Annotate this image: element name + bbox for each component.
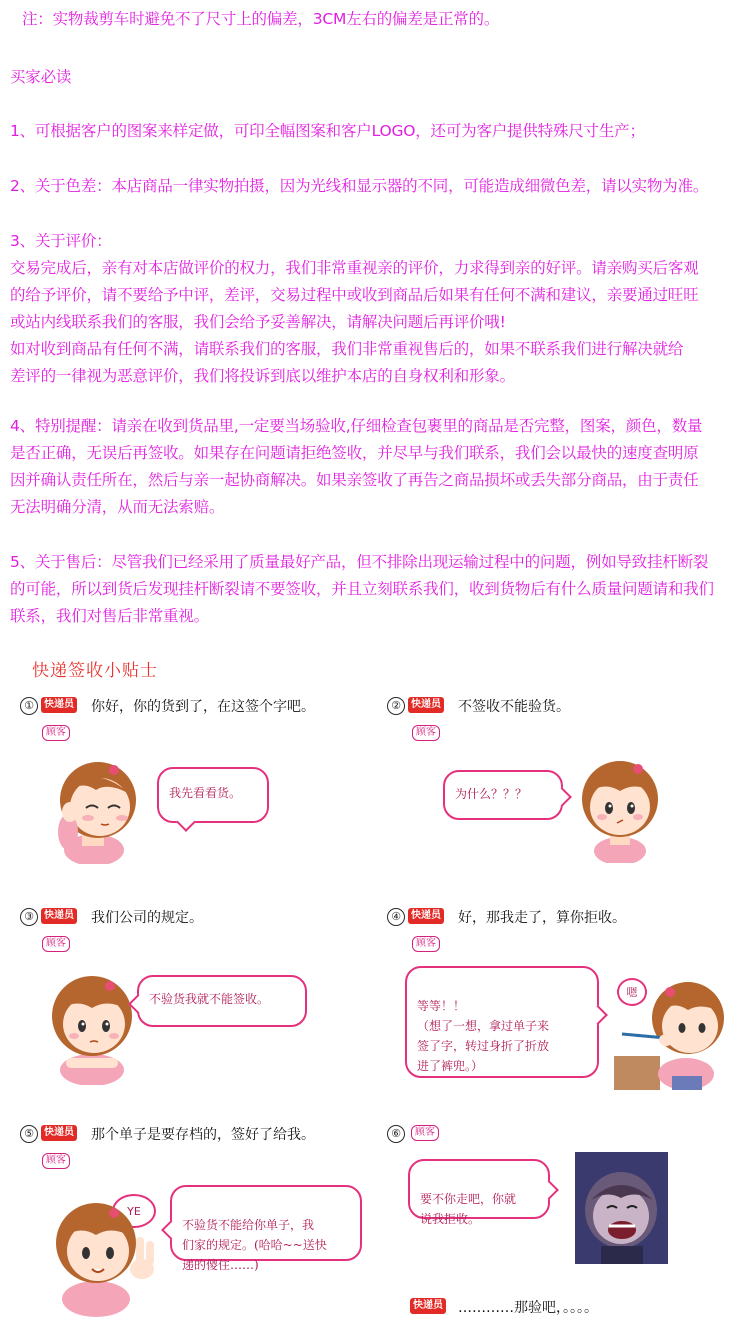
item1-text: 1、可根据客户的图案来样定做，可印全幅图案和客户LOGO，还可为客户提供特殊尺寸生产；	[10, 122, 645, 140]
girl-thinking-with-pen-icon	[612, 972, 728, 1090]
customer-tag: 顾客	[42, 936, 70, 952]
girl-victory-sign-icon	[38, 1185, 164, 1317]
courier-shocked-dark-panel-icon	[575, 1152, 668, 1264]
item3-line: 的给予评价，请不要给予中评，差评，交易过程中或收到商品后如果有任何不满和建议，亲要通过旺旺	[10, 286, 699, 304]
step-2-number: ②	[387, 697, 405, 715]
step-3-courier-speech: 我们公司的规定。	[91, 910, 203, 926]
step-6-bubble	[408, 1159, 550, 1226]
customer-tag: 顾客	[412, 936, 440, 952]
step-6-number: ⑥	[387, 1125, 405, 1143]
courier-tag: 快递员	[41, 1125, 77, 1141]
courier-tag: 快递员	[41, 697, 77, 713]
notice-item-3	[10, 228, 745, 390]
step-4-bubble	[405, 966, 599, 1078]
step-6-bubble-text: 要不你走吧，你就 说我拒收。	[420, 1192, 517, 1226]
step-2-bubble-text: 为什么？？？	[455, 787, 528, 801]
step-1-bubble	[157, 767, 269, 823]
item4-line: 无法明确分清，从而无法索赔。	[10, 498, 225, 516]
customer-tag: 顾客	[411, 1125, 439, 1141]
item3-line: 交易完成后，亲有对本店做评价的权力，我们非常重视亲的评价，力求得到亲的好评。请亲购买后客观	[10, 259, 699, 277]
buyer-must-read-heading	[10, 64, 745, 91]
item3-line: 3、关于评价：	[10, 232, 112, 250]
bubble-tail	[552, 787, 572, 807]
item4-line: 因并确认责任所在，然后与亲一起协商解决。如果亲签收了再告之商品损坏或丢失部分商品，由于责任	[10, 471, 699, 489]
item5-line: 的可能，所以到货后发现挂杆断裂请不要签收，并且立刻联系我们，收到货物后有什么质量问题请和我们	[10, 580, 714, 598]
exclaim-text: YE	[127, 1205, 141, 1218]
step-1-bubble-text: 我先看看货。	[169, 786, 242, 800]
customer-tag: 顾客	[42, 725, 70, 741]
step-5-number: ⑤	[20, 1125, 38, 1143]
item2-text: 2、关于色差：本店商品一律实物拍摄，因为光线和显示器的不同，可能造成细微色差，请以实物为准。	[10, 177, 709, 195]
size-deviation-note	[22, 6, 750, 33]
customer-tag: 顾客	[412, 725, 440, 741]
customer-tag: 顾客	[42, 1153, 70, 1169]
item3-line: 或站内线联系我们的客服，我们会给予妥善解决，请解决问题后再评价哦!	[10, 313, 506, 331]
step-2-courier-speech: 不签收不能验货。	[458, 699, 570, 715]
bubble-tail	[161, 1220, 181, 1240]
step-1-number: ①	[20, 697, 38, 715]
step-3-bubble-text: 不验货我就不能签收。	[149, 992, 270, 1006]
step-5-bubble	[170, 1185, 362, 1272]
step-4-bubble-text: 等等！！ （想了一想，拿过单子来 签了字，转过身折了折放 进了裤兜。）	[417, 999, 550, 1073]
item5-line: 联系，我们对售后非常重视。	[10, 607, 209, 625]
heading-text: 买家必读	[10, 68, 72, 86]
step-4-courier-speech: 好，那我走了，算你拒收。	[458, 910, 626, 926]
step-1-courier-speech: 你好，你的货到了，在这签个字吧。	[91, 699, 315, 715]
item5-line: 5、关于售后：尽管我们已经采用了质量最好产品，但不排除出现运输过程中的问题，例如导致挂杆断裂	[10, 553, 709, 571]
step-5-bubble-text: 不验货不能给你单子，我 们家的规定。(哈哈~~送快 递的傻住……)	[182, 1218, 327, 1272]
courier-tag: 快递员	[408, 697, 444, 713]
girl-arms-crossed-icon	[38, 970, 144, 1085]
delivery-tips-title: 快递签收小贴士	[32, 661, 158, 681]
courier-tag: 快递员	[408, 908, 444, 924]
girl-touching-face-icon	[38, 752, 144, 864]
notice-item-5	[10, 549, 745, 630]
notice-item-1	[10, 118, 745, 145]
intro-text: 注：实物裁剪车时避免不了尺寸上的偏差，3CM左右的偏差是正常的。	[22, 10, 500, 28]
item3-line: 差评的一律视为恶意评价，我们将投诉到底以维护本店的自身权利和形象。	[10, 367, 515, 385]
step-2-bubble	[443, 770, 563, 820]
thought-text: 嗯	[626, 986, 638, 999]
bubble-tail	[176, 812, 196, 832]
item4-line: 4、特别提醒：请亲在收到货品里,一定要当场验收,仔细检查包裹里的商品是否完整，图案，颜色，数量	[10, 417, 703, 435]
item3-line: 如对收到商品有任何不满，请联系我们的客服，我们非常重视售后的，如果不联系我们进行解决就给	[10, 340, 684, 358]
courier-tag: 快递员	[410, 1298, 446, 1314]
step-4-number: ④	[387, 908, 405, 926]
step-3-number: ③	[20, 908, 38, 926]
step-5-courier-speech: 那个单子是要存档的，签好了给我。	[91, 1127, 315, 1143]
notice-item-4	[10, 413, 745, 521]
courier-tag: 快递员	[41, 908, 77, 924]
notice-item-2	[10, 173, 745, 200]
bubble-tail	[539, 1180, 559, 1200]
bubble-tail	[588, 1005, 608, 1025]
girl-puzzled-icon	[572, 755, 668, 863]
item4-line: 是否正确，无误后再签收。如果存在问题请拒绝签收，并尽早与我们联系，我们会以最快的速度查明原	[10, 444, 699, 462]
step-3-bubble	[137, 975, 307, 1027]
final-courier-line: …………那验吧，。。。。	[458, 1300, 598, 1316]
